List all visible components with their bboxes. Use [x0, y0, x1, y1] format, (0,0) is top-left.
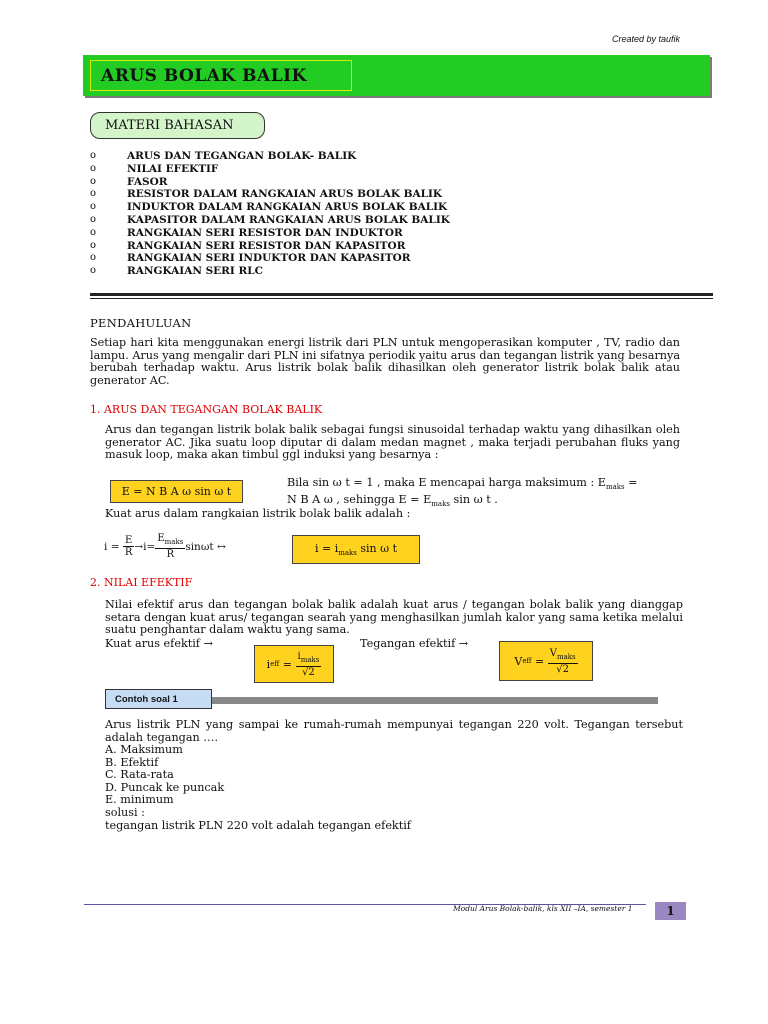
option-d: D. Puncak ke puncak [105, 780, 225, 794]
eq-tail: sinωt ↔ [185, 540, 226, 553]
bullet-icon: o [90, 213, 97, 225]
footer-text: Modul Arus Bolak-balik, kls XII –IA, semester 1 [453, 904, 633, 913]
list-item [90, 188, 450, 201]
kuat-arus-text: Kuat arus dalam rangkaian listrik bolak balik adalah : [105, 507, 411, 520]
materi-heading: MATERI BAHASAN [90, 112, 265, 139]
bila-sub: maks [431, 500, 450, 509]
eq-i: i = [104, 540, 120, 553]
bullet-icon: o [90, 201, 97, 213]
bullet-icon: o [90, 188, 97, 200]
example-options [105, 744, 411, 832]
option-e: E. minimum [105, 793, 174, 807]
tegangan-efektif-label: Tegangan efektif → [360, 637, 469, 650]
list-item-label: RANGKAIAN SERI RLC [127, 265, 263, 278]
arus-efektif-label: Kuat arus efektif → [105, 637, 213, 650]
bullet-icon: o [90, 252, 97, 264]
fraction-E-R [123, 535, 135, 558]
formula-box-i [292, 535, 420, 564]
list-item [90, 252, 450, 265]
list-item [90, 163, 450, 176]
section2-heading: 2. NILAI EFEKTIF [90, 576, 193, 589]
list-item [90, 240, 450, 253]
list-item-label: FASOR [127, 175, 168, 188]
formula-i: $i = i_{maks}$ sin ω t [314, 541, 398, 558]
section1-heading: 1. ARUS DAN TEGANGAN BOLAK BALIK [90, 403, 323, 416]
eq-arrow: →i= [134, 540, 156, 553]
eq-den: R [166, 549, 175, 560]
list-item [90, 201, 450, 214]
bullet-icon: o [90, 150, 97, 161]
created-by-note: Created by taufik [611, 34, 680, 44]
section2-text: Nilai efektif arus dan tegangan bolak balik adalah kuat arus / tegangan bolak balik yang dianggap setara dengan kuat arus/ tegangan searah yang menghasilkan jumlah kalor yang sama ketika melalui suatu penghantar dalam waktu yang sama. [105, 598, 683, 637]
formula-E: E = N B A ω sin ω t [121, 485, 232, 498]
formula-box-veff [499, 641, 593, 681]
pendahuluan-heading: PENDAHULUAN [90, 316, 192, 330]
bullet-icon: o [90, 239, 97, 251]
formula-veff: V eff = $\frac{V_{maks}}{√2}$ [514, 647, 576, 675]
bila-sub: maks [605, 483, 625, 492]
divider [90, 293, 713, 296]
bila-text: Bila sin ω t = 1 , maka E mencapai harga maksimum : E [287, 476, 606, 489]
list-item [90, 214, 450, 227]
list-item-label: KAPASITOR DALAM RANGKAIAN ARUS BOLAK BALIK [127, 213, 450, 226]
bila-text: = [624, 476, 638, 489]
list-item [90, 227, 450, 240]
list-item-label: INDUKTOR DALAM RANGKAIAN ARUS BOLAK BALIK [127, 201, 448, 214]
option-b: B. Efektif [105, 755, 159, 769]
eq-den: R [124, 547, 133, 558]
bila-line-1 [287, 477, 667, 494]
current-equation [104, 533, 226, 560]
list-item [90, 150, 450, 163]
list-item [90, 265, 450, 278]
formula-box-ieff [254, 645, 334, 683]
list-item-label: RANGKAIAN SERI RESISTOR DAN KAPASITOR [127, 239, 406, 252]
solusi-text: tegangan listrik PLN 220 volt adalah tegangan efektif [105, 818, 411, 832]
option-c: C. Rata-rata [105, 768, 174, 782]
divider [90, 298, 713, 299]
list-item-label: NILAI EFEKTIF [127, 162, 219, 175]
materi-list [90, 150, 450, 278]
list-item [90, 176, 450, 189]
page-number: 1 [655, 902, 686, 920]
section1-text: Arus dan tegangan listrik bolak balik sebagai fungsi sinusoidal terhadap waktu yang dihasilkan oleh generator AC. Jika suatu loop diputar di dalam medan magnet , maka terjadi perubahan fluks yang masuk loop, maka akan timbul ggl induksi yang besarnya : [105, 423, 680, 462]
formula-box-E [110, 480, 243, 503]
bullet-icon: o [90, 175, 97, 187]
bullet-icon: o [90, 265, 97, 277]
example-question: Arus listrik PLN yang sampai ke rumah-rumah mempunyai tegangan 220 volt. Tegangan tersebut adalah tegangan …. [105, 718, 683, 744]
option-a: A. Maksimum [105, 743, 183, 756]
bullet-icon: o [90, 162, 97, 174]
list-item-label: RANGKAIAN SERI RESISTOR DAN INDUKTOR [127, 226, 403, 239]
example-label: Contoh soal 1 [105, 689, 212, 709]
bila-text: N B A ω , sehingga E = E [287, 493, 432, 506]
bullet-icon: o [90, 226, 97, 238]
list-item-label: RESISTOR DALAM RANGKAIAN ARUS BOLAK BALIK [127, 188, 443, 201]
list-item-label: RANGKAIAN SERI INDUKTOR DAN KAPASITOR [127, 252, 411, 265]
bila-text: sin ω t . [449, 493, 498, 506]
list-item-label: ARUS DAN TEGANGAN BOLAK- BALIK [127, 150, 357, 162]
page-title: ARUS BOLAK BALIK [90, 60, 352, 91]
solusi-label: solusi : [105, 805, 145, 819]
formula-ieff: i eff = $\frac{i_{maks}}{√2}$ [266, 650, 320, 678]
eq-num: E [124, 535, 133, 546]
pendahuluan-text: Setiap hari kita menggunakan energi listrik dari PLN untuk mengoperasikan komputer , TV, radio dan lampu. Arus yang mengalir dari PLN ini sifatnya periodik yaitu arus dan tegangan listrik yang besarnya berubah terhadap waktu. Arus listrik bolak balik dihasilkan oleh generator listrik bolak balik atau generator AC. [90, 336, 680, 387]
eq-num: $E_{maks}$ [155, 533, 185, 549]
fraction-Emaks-R [155, 533, 185, 560]
